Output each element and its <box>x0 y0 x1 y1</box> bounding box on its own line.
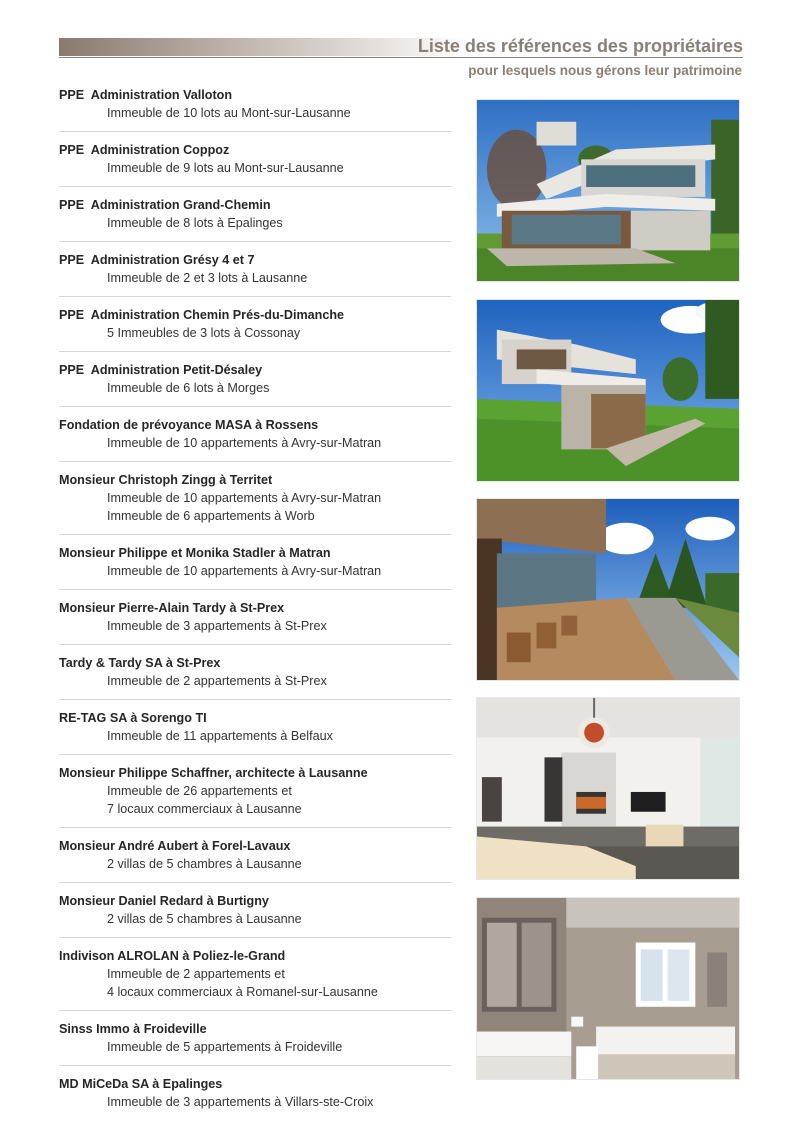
property-description: Immeuble de 3 appartements à St-Prex <box>107 619 327 633</box>
reference-entry <box>59 361 451 407</box>
reference-entry <box>59 1020 451 1066</box>
owner-name: Indivison ALROLAN à Poliez-le-Grand <box>59 949 286 963</box>
property-description: Immeuble de 5 appartements à Froideville <box>107 1040 343 1054</box>
living-room-photo <box>476 697 740 880</box>
owner-name: Monsieur Daniel Redard à Burtigny <box>59 894 269 908</box>
reference-entry <box>59 306 451 352</box>
owner-name: Sinss Immo à Froideville <box>59 1022 207 1036</box>
property-description: Immeuble de 10 appartements à Avry-sur-Matran <box>107 436 382 450</box>
reference-entry <box>59 141 451 187</box>
reference-entry <box>59 709 451 755</box>
property-description: 7 locaux commerciaux à Lausanne <box>107 802 302 816</box>
reference-entry <box>59 416 451 462</box>
property-description: Immeuble de 10 appartements à Avry-sur-Matran <box>107 491 382 505</box>
reference-entry <box>59 544 451 590</box>
house-exterior-photo <box>476 99 740 282</box>
reference-entry <box>59 599 451 645</box>
property-description: 2 villas de 5 chambres à Lausanne <box>107 912 302 926</box>
owner-name: Monsieur Christoph Zingg à Territet <box>59 473 273 487</box>
owner-name: Monsieur Pierre-Alain Tardy à St-Prex <box>59 601 285 615</box>
owner-name: PPE Administration Grand-Chemin <box>59 198 271 212</box>
bathroom-photo <box>476 897 740 1080</box>
owner-name: RE-TAG SA à Sorengo TI <box>59 711 207 725</box>
reference-entry <box>59 196 451 242</box>
property-description: Immeuble de 8 lots à Epalinges <box>107 216 283 230</box>
property-description: Immeuble de 9 lots au Mont-sur-Lausanne <box>107 161 344 175</box>
reference-entry <box>59 471 451 535</box>
owner-name: Fondation de prévoyance MASA à Rossens <box>59 418 319 432</box>
reference-entry <box>59 892 451 938</box>
property-description: 2 villas de 5 chambres à Lausanne <box>107 857 302 871</box>
owner-name: PPE Administration Chemin Prés-du-Dimanche <box>59 308 345 322</box>
owner-name: PPE Administration Grésy 4 et 7 <box>59 253 255 267</box>
property-description: 4 locaux commerciaux à Romanel-sur-Lausanne <box>107 985 378 999</box>
owner-name: Monsieur Philippe et Monika Stadler à Matran <box>59 546 331 560</box>
reference-entry <box>59 764 451 828</box>
reference-entry <box>59 947 451 1011</box>
reference-entry <box>59 654 451 700</box>
owner-name: Tardy & Tardy SA à St-Prex <box>59 656 221 670</box>
header-rule <box>59 57 743 58</box>
property-description: Immeuble de 6 appartements à Worb <box>107 509 315 523</box>
reference-entry <box>59 86 451 132</box>
owner-name: Monsieur Philippe Schaffner, architecte à Lausanne <box>59 766 368 780</box>
owner-name: PPE Administration Petit-Désaley <box>59 363 263 377</box>
property-description: Immeuble de 11 appartements à Belfaux <box>107 729 333 743</box>
owner-name: Monsieur André Aubert à Forel-Lavaux <box>59 839 291 853</box>
reference-entry <box>59 837 451 883</box>
reference-entry <box>59 251 451 297</box>
property-description: Immeuble de 2 et 3 lots à Lausanne <box>107 271 308 285</box>
reference-entry <box>59 1075 451 1120</box>
property-description: Immeuble de 3 appartements à Villars-ste-Croix <box>107 1095 374 1109</box>
property-description: Immeuble de 6 lots à Morges <box>107 381 270 395</box>
owner-name: PPE Administration Coppoz <box>59 143 230 157</box>
terrace-photo <box>476 498 740 681</box>
reference-list <box>59 86 451 1129</box>
property-description: Immeuble de 10 appartements à Avry-sur-Matran <box>107 564 382 578</box>
property-description: Immeuble de 2 appartements à St-Prex <box>107 674 327 688</box>
terraced-house-photo <box>476 299 740 482</box>
owner-name: MD MiCeDa SA à Epalinges <box>59 1077 223 1091</box>
property-description: 5 Immeubles de 3 lots à Cossonay <box>107 326 301 340</box>
owner-name: PPE Administration Valloton <box>59 88 233 102</box>
page-title: Liste des références des propriétaires <box>417 36 743 56</box>
property-description: Immeuble de 2 appartements et <box>107 967 285 981</box>
property-description: Immeuble de 10 lots au Mont-sur-Lausanne <box>107 106 351 120</box>
property-description: Immeuble de 26 appartements et <box>107 784 292 798</box>
page-subtitle: pour lesquels nous gérons leur patrimoine <box>468 63 742 78</box>
